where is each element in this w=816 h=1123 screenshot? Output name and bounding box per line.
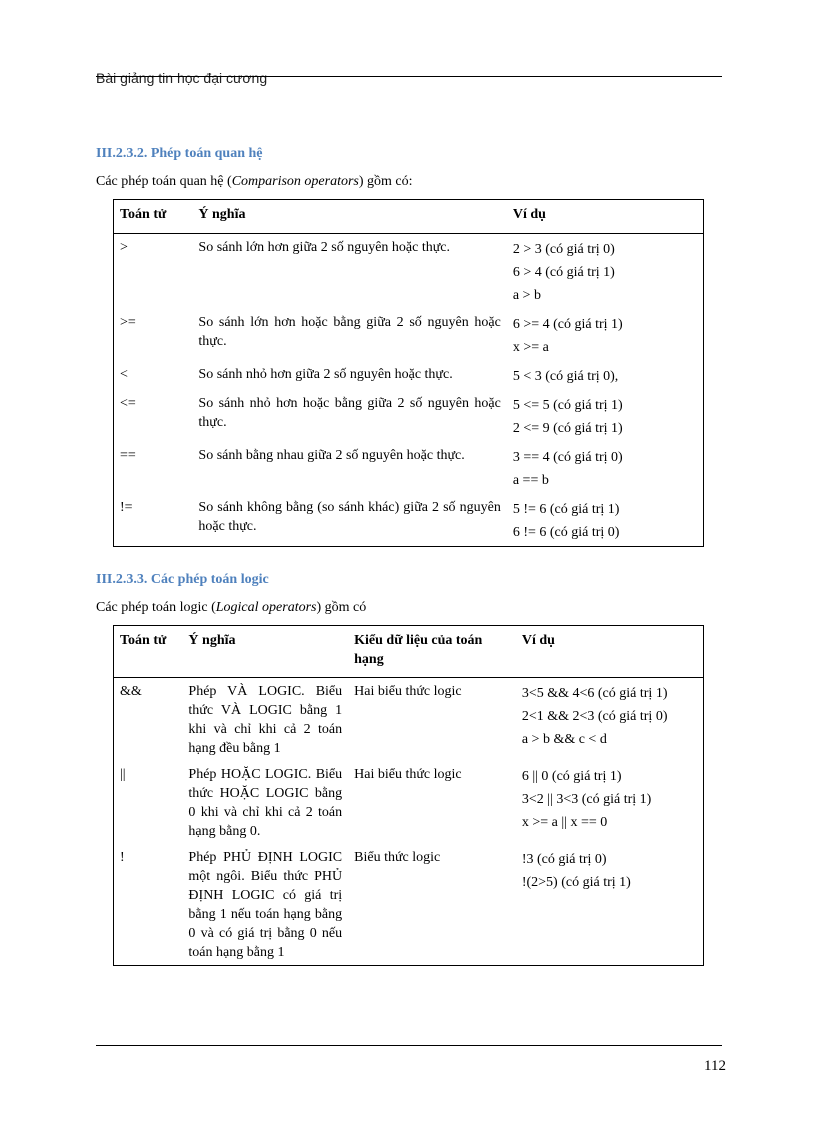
table-row: [114, 442, 704, 494]
column-header: Ví dụ: [507, 200, 704, 234]
example-line: 6 != 6 (có giá trị 0): [512, 525, 620, 540]
meaning-cell: So sánh không bằng (so sánh khác) giữa 2 số nguyên hoặc thực.: [198, 500, 501, 534]
operator-cell: &&: [120, 684, 142, 699]
operator-cell: <: [120, 367, 128, 382]
example-line: x >= a: [512, 340, 549, 355]
example-cell: [507, 494, 704, 547]
example-line: !3 (có giá trị 0): [521, 852, 607, 867]
table-row: [114, 361, 704, 390]
operator-cell: <=: [120, 396, 136, 411]
example-cell: [507, 361, 704, 390]
table-row: [114, 761, 704, 844]
example-line: 5 != 6 (có giá trị 1): [512, 502, 620, 517]
column-header: Kiểu dữ liệu của toán hạng: [348, 626, 516, 678]
example-line: 5 < 3 (có giá trị 0),: [512, 369, 619, 384]
intro-term: Comparison operators: [231, 174, 359, 189]
operator-cell: >: [120, 240, 128, 255]
example-line: 6 || 0 (có giá trị 1): [521, 769, 622, 784]
table-row: [114, 494, 704, 547]
comparison-operators-table: [113, 199, 704, 547]
example-line: 6 >= 4 (có giá trị 1): [512, 317, 623, 332]
operand-type-cell: Biểu thức logic: [354, 850, 441, 865]
operator-cell: ==: [120, 448, 136, 463]
intro-text-end: ) gồm có:: [358, 174, 413, 189]
example-cell: [507, 442, 704, 494]
column-header: Toán tử: [114, 626, 183, 678]
example-line: 2 > 3 (có giá trị 0): [512, 242, 615, 257]
meaning-cell: So sánh nhỏ hơn giữa 2 số nguyên hoặc thực.: [198, 367, 453, 382]
meaning-cell: So sánh nhỏ hơn hoặc bằng giữa 2 số nguyên hoặc thực.: [198, 396, 501, 430]
table-header-row: [114, 200, 704, 234]
operator-cell: !: [120, 850, 125, 865]
table-header-row: [114, 626, 704, 678]
example-cell: [507, 390, 704, 442]
meaning-cell: So sánh lớn hơn giữa 2 số nguyên hoặc thực.: [198, 240, 451, 255]
example-cell: [516, 678, 704, 762]
operator-cell: >=: [120, 315, 136, 330]
header-title: Bài giảng tin học đại cương: [96, 70, 268, 86]
section-heading-comparison: III.2.3.2. Phép toán quan hệ: [96, 146, 263, 161]
example-line: 5 <= 5 (có giá trị 1): [512, 398, 623, 413]
table-row: [114, 844, 704, 966]
intro-term: Logical operators: [215, 600, 317, 615]
example-line: 3 == 4 (có giá trị 0): [512, 450, 623, 465]
table-row: [114, 234, 704, 310]
example-line: a > b: [512, 288, 541, 303]
column-header: Ví dụ: [516, 626, 704, 678]
meaning-cell: So sánh lớn hơn hoặc bằng giữa 2 số nguyên hoặc thực.: [198, 315, 501, 349]
meaning-cell: Phép PHỦ ĐỊNH LOGIC một ngôi. Biểu thức PHỦ ĐỊNH LOGIC có giá trị bằng 1 nếu toán hạng bằng 0 và có giá trị bằng 0 nếu toán hạng bằng 1: [188, 850, 343, 960]
page-number: 112: [704, 1058, 726, 1074]
example-line: a == b: [512, 473, 549, 488]
example-line: 2 <= 9 (có giá trị 1): [512, 421, 623, 436]
table-row: [114, 678, 704, 762]
example-line: 2<1 && 2<3 (có giá trị 0): [521, 709, 668, 724]
operand-type-cell: Hai biểu thức logic: [354, 684, 462, 699]
example-line: a > b && c < d: [521, 732, 607, 747]
example-cell: [507, 234, 704, 310]
section-heading-logic: III.2.3.3. Các phép toán logic: [96, 572, 269, 587]
table-row: [114, 309, 704, 361]
example-cell: [507, 309, 704, 361]
example-cell: [516, 761, 704, 844]
header-divider: [96, 76, 722, 77]
column-header: Ý nghĩa: [192, 200, 506, 234]
example-line: !(2>5) (có giá trị 1): [521, 875, 631, 890]
meaning-cell: Phép HOẶC LOGIC. Biểu thức HOẶC LOGIC bằng 0 khi và chỉ khi cả 2 toán hạng bằng 0.: [188, 767, 343, 839]
example-line: x >= a || x == 0: [521, 815, 608, 830]
meaning-cell: So sánh bằng nhau giữa 2 số nguyên hoặc thực.: [198, 448, 465, 463]
section-intro-comparison: [96, 174, 413, 190]
example-line: 3<5 && 4<6 (có giá trị 1): [521, 686, 668, 701]
intro-text-end: ) gồm có: [316, 600, 367, 615]
example-line: 6 > 4 (có giá trị 1): [512, 265, 615, 280]
footer-divider: [96, 1045, 722, 1046]
intro-text-start: Các phép toán quan hệ (: [96, 174, 232, 189]
intro-text-start: Các phép toán logic (: [96, 600, 216, 615]
table-row: [114, 390, 704, 442]
example-line: 3<2 || 3<3 (có giá trị 1): [521, 792, 652, 807]
column-header: Ý nghĩa: [182, 626, 348, 678]
logical-operators-table: [113, 625, 704, 966]
operator-cell: !=: [120, 500, 133, 515]
example-cell: [516, 844, 704, 966]
section-intro-logic: [96, 600, 366, 616]
meaning-cell: Phép VÀ LOGIC. Biểu thức VÀ LOGIC bằng 1 khi và chỉ khi cả 2 toán hạng đều bằng 1: [188, 684, 343, 756]
operator-cell: ||: [120, 767, 126, 782]
operand-type-cell: Hai biểu thức logic: [354, 767, 462, 782]
column-header: Toán tử: [114, 200, 193, 234]
